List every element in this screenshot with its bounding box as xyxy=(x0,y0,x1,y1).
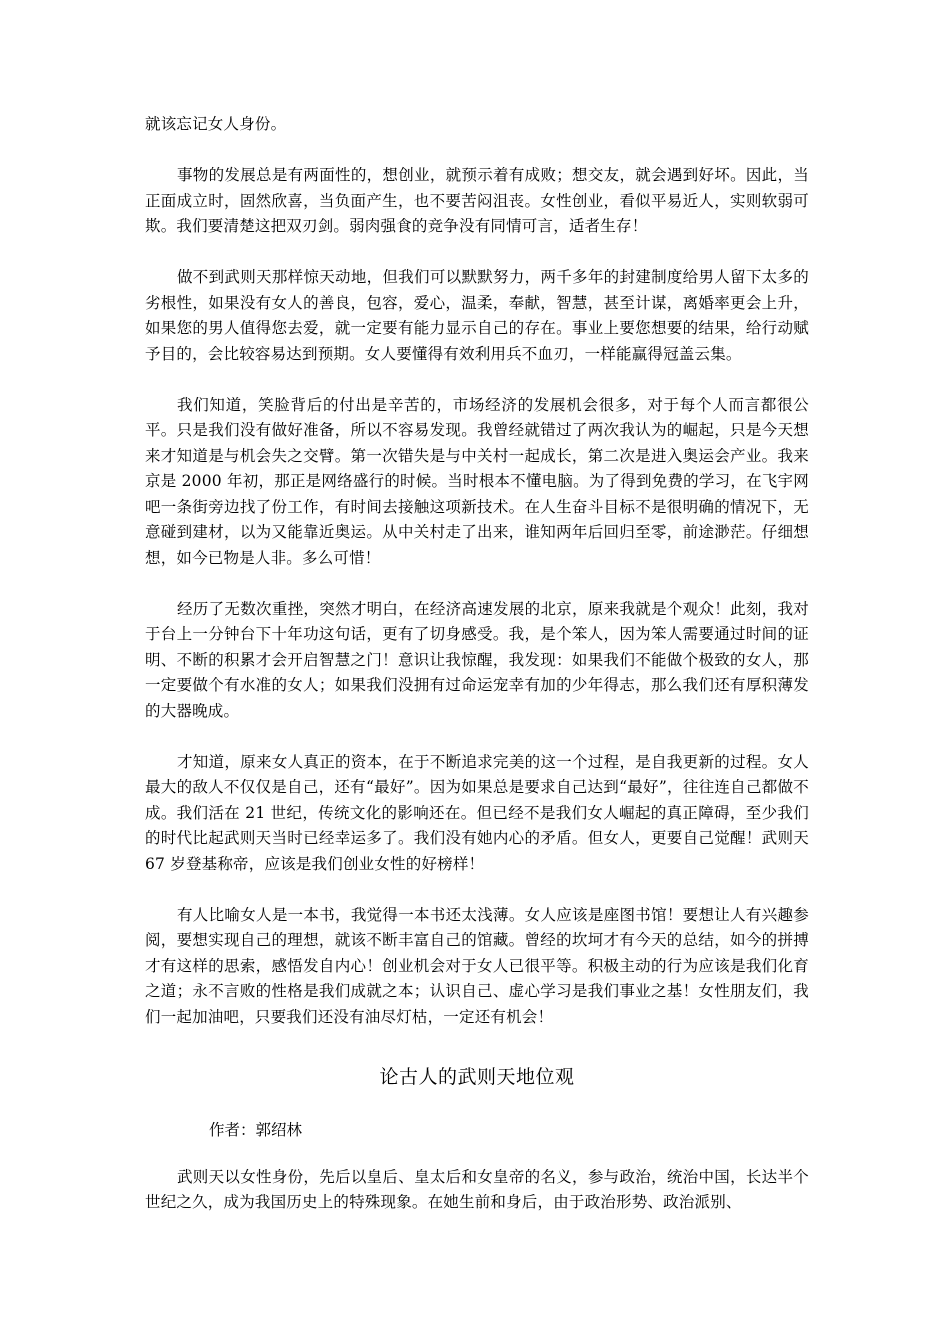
paragraph-continuation: 就该忘记女人身份。 xyxy=(145,115,287,133)
article-author: 作者：郭绍林 xyxy=(209,1121,303,1139)
document-body xyxy=(145,112,809,1216)
article-first-paragraph: 武则天以女性身份，先后以皇后、皇太后和女皇帝的名义，参与政治，统治中国，长达半个世纪之久，成为我国历史上的特殊现象。在她生前和身后，由于政治形势、政治派别、 xyxy=(145,1167,809,1211)
paragraph: 经历了无数次重挫，突然才明白，在经济高速发展的北京，原来我就是个观众！此刻，我对于台上一分钟台下十年功这句话，更有了切身感受。我，是个笨人，因为笨人需要通过时间的证明、不断的积累才会开启智慧之门！意识让我惊醒，我发现：如果我们不能做个极致的女人，那一定要做个有水准的女人；如果我们没拥有过命运宠幸有加的少年得志，那么我们还有厚积薄发的大器晚成。 xyxy=(145,599,809,720)
paragraph: 事物的发展总是有两面性的，想创业，就预示着有成败；想交友，就会遇到好坏。因此，当正面成立时，固然欣喜，当负面产生，也不要苦闷沮丧。女性创业，看似平易近人，实则软弱可欺。我们要清楚这把双刃剑。弱肉强食的竞争没有同情可言，适者生存！ xyxy=(145,166,809,235)
paragraph: 我们知道，笑脸背后的付出是辛苦的，市场经济的发展机会很多，对于每个人而言都很公平。只是我们没有做好准备，所以不容易发现。我曾经就错过了两次我认为的崛起，只是今天想来才知道是与机会失之交臂。第一次错失是与中关村一起成长，第二次是进入奥运会产业。我来京是 2000 年初，那正是网络盛行的时候。当时根本不懂电脑。为了得到免费的学习，在飞宇网吧一条街旁边找了份工作，有时间去接触这项新技术。在人生奋斗目标不是很明确的情况下，无意碰到建材，以为又能靠近奥运。从中关村走了出来，谁知两年后回归至零，前途渺茫。仔细想想，如今已物是人非。多么可惜！ xyxy=(145,395,809,567)
article-title: 论古人的武则天地位观 xyxy=(379,1066,575,1088)
paragraph: 做不到武则天那样惊天动地，但我们可以默默努力，两千多年的封建制度给男人留下太多的劣根性，如果没有女人的善良，包容，爱心，温柔，奉献，智慧，甚至计谋，离婚率更会上升，如果您的男人值得您去爱，就一定要有能力显示自己的存在。事业上要您想要的结果，给行动赋予目的，会比较容易达到预期。女人要懂得有效利用兵不血刃，一样能赢得冠盖云集。 xyxy=(145,268,809,363)
paragraph: 才知道，原来女人真正的资本，在于不断追求完美的这一个过程，是自我更新的过程。女人最大的敌人不仅仅是自己，还有“最好”。因为如果总是要求自己达到“最好”，往往连自己都做不成。我们活在 21 世纪，传统文化的影响还在。但已经不是我们女人崛起的真正障碍，至少我们的时代比起武则天当时已经幸运多了。我们没有她内心的矛盾。但女人，更要自己觉醒！武则天 67 岁登基称帝，应该是我们创业女性的好榜样！ xyxy=(145,752,809,873)
paragraph: 有人比喻女人是一本书，我觉得一本书还太浅薄。女人应该是座图书馆！要想让人有兴趣参阅，要想实现自己的理想，就该不断丰富自己的馆藏。曾经的坎坷才有今天的总结，如今的拼搏才有这样的思索，感悟发自内心！创业机会对于女人已很平等。积极主动的行为应该是我们化育之道；永不言败的性格是我们成就之本；认识自己、虚心学习是我们事业之基！女性朋友们，我们一起加油吧，只要我们还没有油尽灯枯，一定还有机会！ xyxy=(145,905,809,1026)
